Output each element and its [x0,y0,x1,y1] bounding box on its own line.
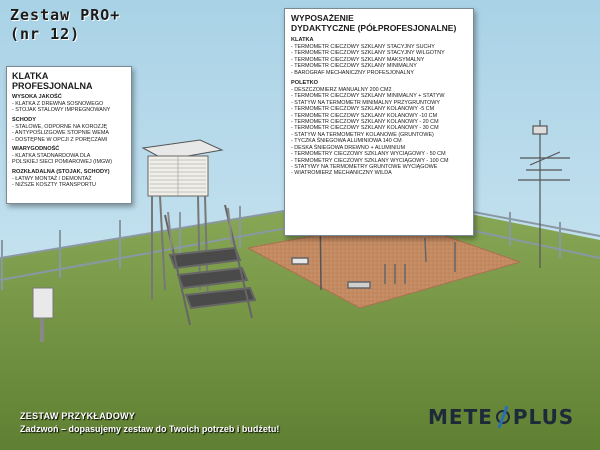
right_card-list-item: - TERMOMETR CIECZOWY SZKLANY STACYJNY SUCHY [291,44,435,50]
equipment-card [284,8,474,236]
right_card-list-item: - TERMOMETR CIECZOWY SZKLANY KOLANOWY -10 CM [291,112,438,119]
logo-text-right: PLUS [512,405,575,429]
right_card-list-item: - STATYWY NA TERMOMETRY GRUNTOWE WYCIĄGOWE [291,163,438,170]
right_card-list-item: - TERMOMETRY CIECZOWY SZKLANY WYCIĄGOWY - 100 CM [291,157,449,164]
right_card-list-item: - TERMOMETR CIECZOWY SZKLANY KOLANOWY - 30 CM [291,125,439,132]
cage-info-card [6,66,132,204]
right_card-list-item: - DESZCZOMIERZ MANUALNY 200 CM2 [291,87,392,94]
left_card-list-item: - ŁATWY MONTAŻ / DEMONTAŻ [12,175,92,182]
left_card-list-item: POLSKIEJ SIECI POMIAROWEJ (IMGW) [12,159,113,166]
left_card-section-label: WYSOKA JAKOŚĆ [12,94,62,100]
right_card-list-item: - BAROGRAF MECHANICZNY PROFESJONALNY [291,69,415,76]
equipment-heading: WYPOSAŻENIE DYDAKTYCZNE (PÓŁPROFESJONALNE) [291,13,457,33]
example-set-label: ZESTAW PRZYKŁADOWY [20,411,136,421]
right_card-list-item: - STATYW NA TERMOMETRY KOLANOWE (GRUNTOWE) [291,131,434,138]
cage-sections [12,94,126,189]
left_card-section-label: SCHODY [12,116,36,123]
left_card-list-item: - STALOWE, ODPORNE NA KOROZJĘ [12,123,108,130]
logo-text-left: METE [428,405,493,429]
equipment-sections [291,37,467,177]
left_card-list-item: - STOJAK STALOWY IMPREGNOWANY [12,107,111,114]
right_card-list-item: - TYCZKA ŚNIEGOWA ALUMINIOWA 140 CM [291,138,402,145]
right_card-list-item: - TERMOMETR CIECZOWY SZKLANY MAKSYMALNY [291,56,425,63]
left_card-list-item: - DOSTĘPNE W OPCJI Z PORĘCZAMI [12,136,108,143]
right_card-section-label: KLATKA [291,37,314,43]
left_card-list-item: - ANTYPOŚLIZGOWE STOPNIE WEMA [12,130,109,137]
left_card-section-label: WIARYGODNOŚĆ [12,146,60,153]
right_card-section-label: POLETKO [291,80,319,87]
right_card-list-item: - TERMOMETRY CIECZOWY SZKLANY WYCIĄGOWY - 50 CM [291,151,446,158]
right_card-list-item: - TERMOMETR CIECZOWY SZKLANY KOLANOWY -5 CM [291,106,435,113]
left_card-list-item: - NIŻSZE KOSZTY TRANSPORTU [12,182,96,189]
call-to-action: Zadzwoń – dopasujemy zestaw do Twoich potrzeb i budżetu! [20,424,280,434]
right_card-list-item: - WIATROMIERZ MECHANICZNY WILDA [291,170,392,177]
logo-mark-icon [494,406,512,428]
left_card-section-label: ROZKŁADALNA (STOJAK, SCHODY) [12,168,110,175]
right_card-list-item: - TERMOMETR CIECZOWY SZKLANY KOLANOWY - 20 CM [291,119,439,126]
right_card-list-item: - DESKA ŚNIEGOWA DREWNO + ALUMINIUM [291,144,406,151]
left_card-list-item: - KLATKA STADNARDOWA DLA [12,153,91,160]
left_card-list-item: - KLATKA Z DREWNA SOSNOWEGO [12,101,104,107]
cage-heading: KLATKA PROFESJONALNA [12,71,93,91]
right_card-list-item: - STATYW NA TERMOMETR MINIMALNY PRZYGRUNTOWY [291,99,440,106]
right_card-list-item: - TERMOMETR CIECZOWY SZKLANY STACYJNY WILGOTNY [291,50,445,57]
page-title: Zestaw PRO+ (nr 12) [10,6,121,43]
right_card-list-item: - TERMOMETR CIECZOWY SZKLANY MINIMALNY [291,63,417,70]
meteplus-logo [428,405,574,429]
right_card-list-item: - TERMOMETR CIECZOWY SZKLANY MINIMALNY + STATYW [291,93,445,100]
